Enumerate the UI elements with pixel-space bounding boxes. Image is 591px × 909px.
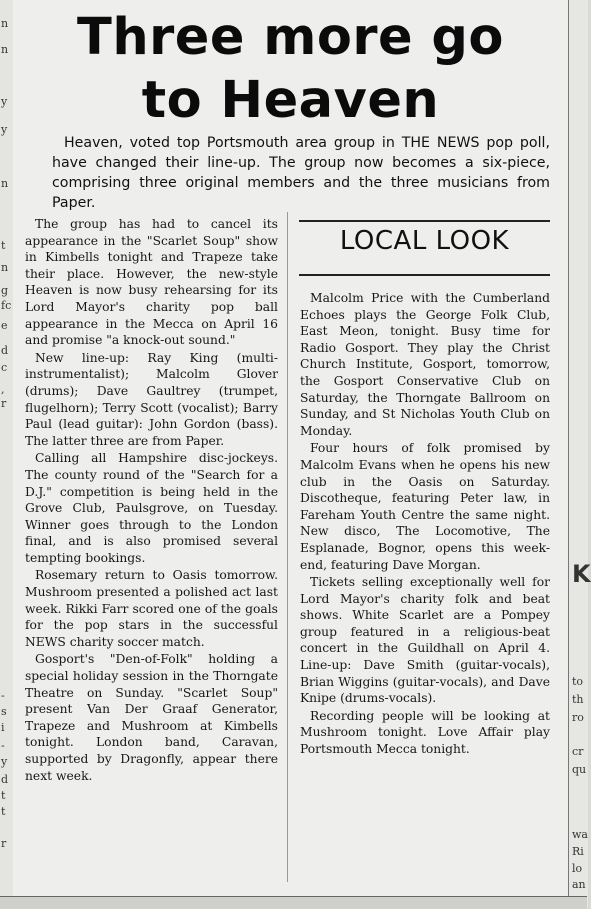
- margin-fragment: i: [1, 721, 5, 734]
- headline-line-1: Three more go: [77, 8, 504, 67]
- article-paragraph: The group has had to cancel its appearance in the "Scarlet Soup" show in Kimbells tonight and Trapeze take their place. However, the new-style Heaven is now busy rehearsing for its Lord Mayor's charity pop ball appearance in the Mecca on April 16 and promise "a knock-out sound.": [25, 217, 278, 348]
- margin-fragment: n: [1, 177, 9, 190]
- margin-fragment: cr: [572, 745, 584, 758]
- margin-fragment: y: [1, 123, 8, 136]
- margin-fragment: n: [1, 17, 9, 30]
- margin-fragment: n: [1, 43, 9, 56]
- margin-fragment: t: [1, 239, 6, 252]
- right-margin-strip: [568, 0, 591, 908]
- margin-fragment: fc: [1, 299, 12, 312]
- margin-fragment: d: [1, 344, 9, 357]
- article-paragraph: New line-up: Ray King (multi-instrumentalist); Malcolm Glover (drums); Dave Gaultrey (trumpet, flugelhorn); Terry Scott (vocalist); Barry Paul (lead guitar): John Gordon (bass). The latter three are from Paper.: [25, 350, 278, 448]
- headline-line-2: to Heaven: [141, 71, 440, 130]
- article-paragraph: Calling all Hampshire disc-jockeys. The county round of the "Search for a D.J." competition is being held in the Grove Club, Paulsgrove, on Tuesday. Winner goes through to the London final, and is also promised several tempting bookings.: [25, 451, 278, 565]
- local-look-column: [300, 290, 550, 759]
- margin-fragment: K: [572, 560, 591, 588]
- section-rule-bottom: [299, 274, 550, 276]
- article-paragraph: Rosemary return to Oasis tomorrow. Mushroom presented a polished act last week. Rikki Farr scored one of the goals for the pop stars in the successful NEWS charity soccer match.: [25, 568, 278, 649]
- margin-fragment: t: [1, 789, 6, 802]
- margin-fragment: qu: [572, 763, 587, 776]
- margin-fragment: n: [1, 261, 9, 274]
- margin-fragment: -: [1, 689, 5, 702]
- margin-fragment: Ri: [572, 845, 584, 858]
- margin-fragment: r: [1, 397, 7, 410]
- margin-fragment: y: [1, 95, 8, 108]
- margin-fragment: th: [572, 693, 584, 706]
- margin-fragment: -: [1, 739, 5, 752]
- local-look-paragraph: Malcolm Price with the Cumberland Echoes plays the George Folk Club, East Meon, tonight. Busy time for Radio Gosport. They play the Christ Church Institute, Gosport, tomorrow, the Gosport Conservative Club on Saturday, the Thorngate Ballroom on Sunday, and St Nicholas Youth Club on Monday.: [300, 291, 550, 438]
- margin-fragment: c: [1, 361, 8, 374]
- column-divider: [287, 212, 288, 882]
- margin-fragment: ,: [1, 383, 5, 396]
- margin-fragment: g: [1, 284, 9, 297]
- margin-fragment: r: [1, 837, 7, 850]
- left-margin-strip: [0, 0, 14, 908]
- local-look-paragraph: Four hours of folk promised by Malcolm Evans when he opens his new club in the Oasis on Saturday. Discotheque, featuring Peter law, in Fareham Youth Centre the same night. New disco, The Locomotive, The Esplanade, Bognor, opens this week-end, featuring Dave Morgan.: [300, 441, 550, 572]
- margin-fragment: y: [1, 755, 8, 768]
- margin-fragment: t: [1, 805, 6, 818]
- local-look-paragraph: Recording people will be looking at Mushroom tonight. Love Affair play Portsmouth Mecca tonight.: [300, 708, 550, 757]
- intro-paragraph: Heaven, voted top Portsmouth area group in THE NEWS pop poll, have changed their line-up. The group now becomes a six-piece, comprising three original members and the three musicians from Paper.: [52, 135, 550, 211]
- margin-fragment: wa: [572, 828, 588, 841]
- margin-fragment: e: [1, 319, 8, 332]
- margin-fragment: to: [572, 675, 584, 688]
- margin-fragment: an: [572, 878, 586, 891]
- margin-fragment: ro: [572, 711, 584, 724]
- section-rule-top: [299, 220, 550, 222]
- margin-fragment: d: [1, 773, 9, 786]
- margin-fragment: s: [1, 705, 7, 718]
- local-look-heading: LOCAL LOOK: [339, 226, 510, 256]
- page-bottom-edge: [0, 896, 587, 909]
- article-paragraph: Gosport's "Den-of-Folk" holding a special holiday session in the Thorngate Theatre on Sunday. "Scarlet Soup" present Van Der Graaf Generator, Trapeze and Mushroom at Kimbells tonight. London band, Caravan, supported by Dragonfly, appear there next week.: [25, 652, 278, 783]
- article-column-left: [25, 216, 278, 785]
- local-look-paragraph: Tickets selling exceptionally well for Lord Mayor's charity folk and beat shows. White Scarlet are a Pompey group featured in a religious-beat concert in the Guildhall on April 4. Line-up: Dave Smith (guitar-vocals), Brian Wiggins (guitar-vocals), and Dave Knipe (drums-vocals).: [300, 575, 550, 706]
- margin-fragment: lo: [572, 862, 583, 875]
